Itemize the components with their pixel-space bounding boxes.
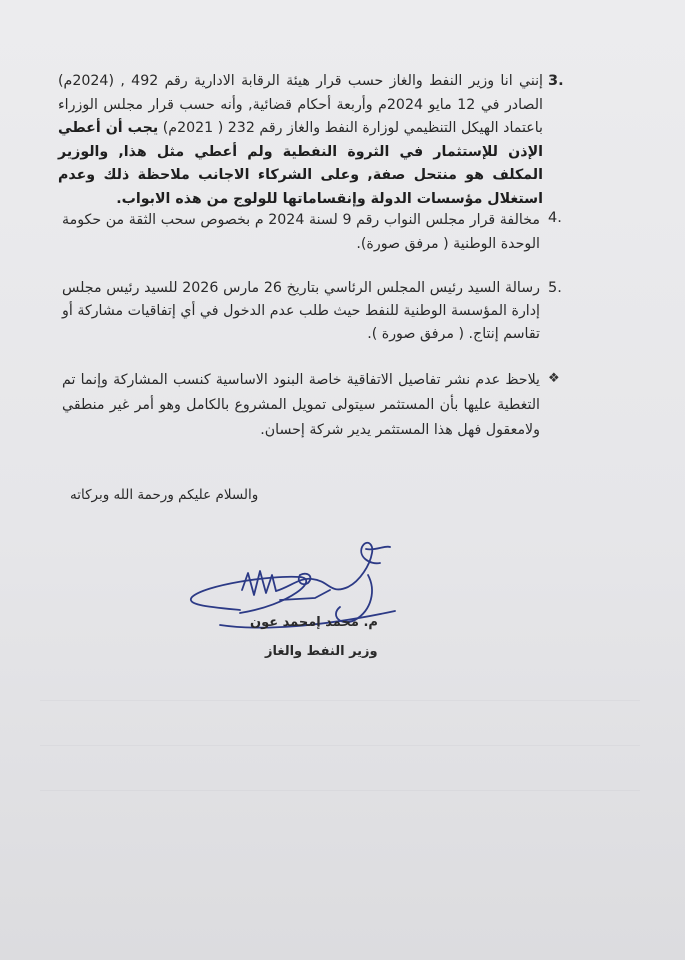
paragraph-item-5: رسالة السيد رئيس المجلس الرئاسي بتاريخ 26 مارس 2026 للسيد رئيس مجلس إدارة المؤسسة الوطنية للنفط حيث طلب عدم الدخول في أي إتفاقيات مشاركة أو تقاسم إنتاج. ( مرفق صورة ). <box>62 280 540 342</box>
paragraph-note: يلاحظ عدم نشر تفاصيل الاتفاقية خاصة البنود الاساسية كنسب المشاركة وإنما تم التغطية عليها بأن المستثمر سيتولى تمويل المشروع بالكامل وهو أمر غير منطقي ولامعقول فهل هذا المستثمر يدير شركة إحسان. <box>62 372 540 438</box>
paragraph-bold-text: يجب أن أعطي الإذن للإستثمار في الثروة النفطية ولم أعطي مثل هذا, والوزير المكلف هو منتحل صفة, وعلى الشركاء الاجانب ملاحظة ذلك وعدم استغلال مؤسسات الدولة وإنقساماتها للولوج من هذه الابواب. <box>58 120 543 207</box>
item-number: 3. <box>548 73 564 89</box>
item-number: 5. <box>548 280 562 296</box>
item-number: 4. <box>548 210 562 226</box>
closing-greeting: والسلام عليكم ورحمة الله وبركاته <box>70 487 259 503</box>
bleed-through-line <box>40 700 640 701</box>
paragraph-item-4: مخالفة قرار مجلس النواب رقم 9 لسنة 2024 م بخصوص سحب الثقة من حكومة الوحدة الوطنية ( مرفق صورة). <box>62 212 540 252</box>
signatory-name: م. محمد إمحمد عون <box>250 615 378 630</box>
paragraph-text: إنني انا وزير النفط والغاز حسب قرار هيئة الرقابة الادارية رقم 492 , (2024م) الصادر في 12 مايو 2024م وأربعة أحكام قضائية, وأنه حسب قرار مجلس الوزراء باعتماد الهيكل التنظيمي لوزارة النفط والغاز رقم 232 ( 2021م) <box>58 73 544 136</box>
paragraph-item-3 <box>58 70 543 211</box>
signatory-title: وزير النفط والغاز <box>265 644 378 659</box>
bleed-through-line <box>40 790 640 791</box>
bleed-through-line <box>40 745 640 746</box>
bullet-diamond-icon: ❖ <box>548 371 560 386</box>
